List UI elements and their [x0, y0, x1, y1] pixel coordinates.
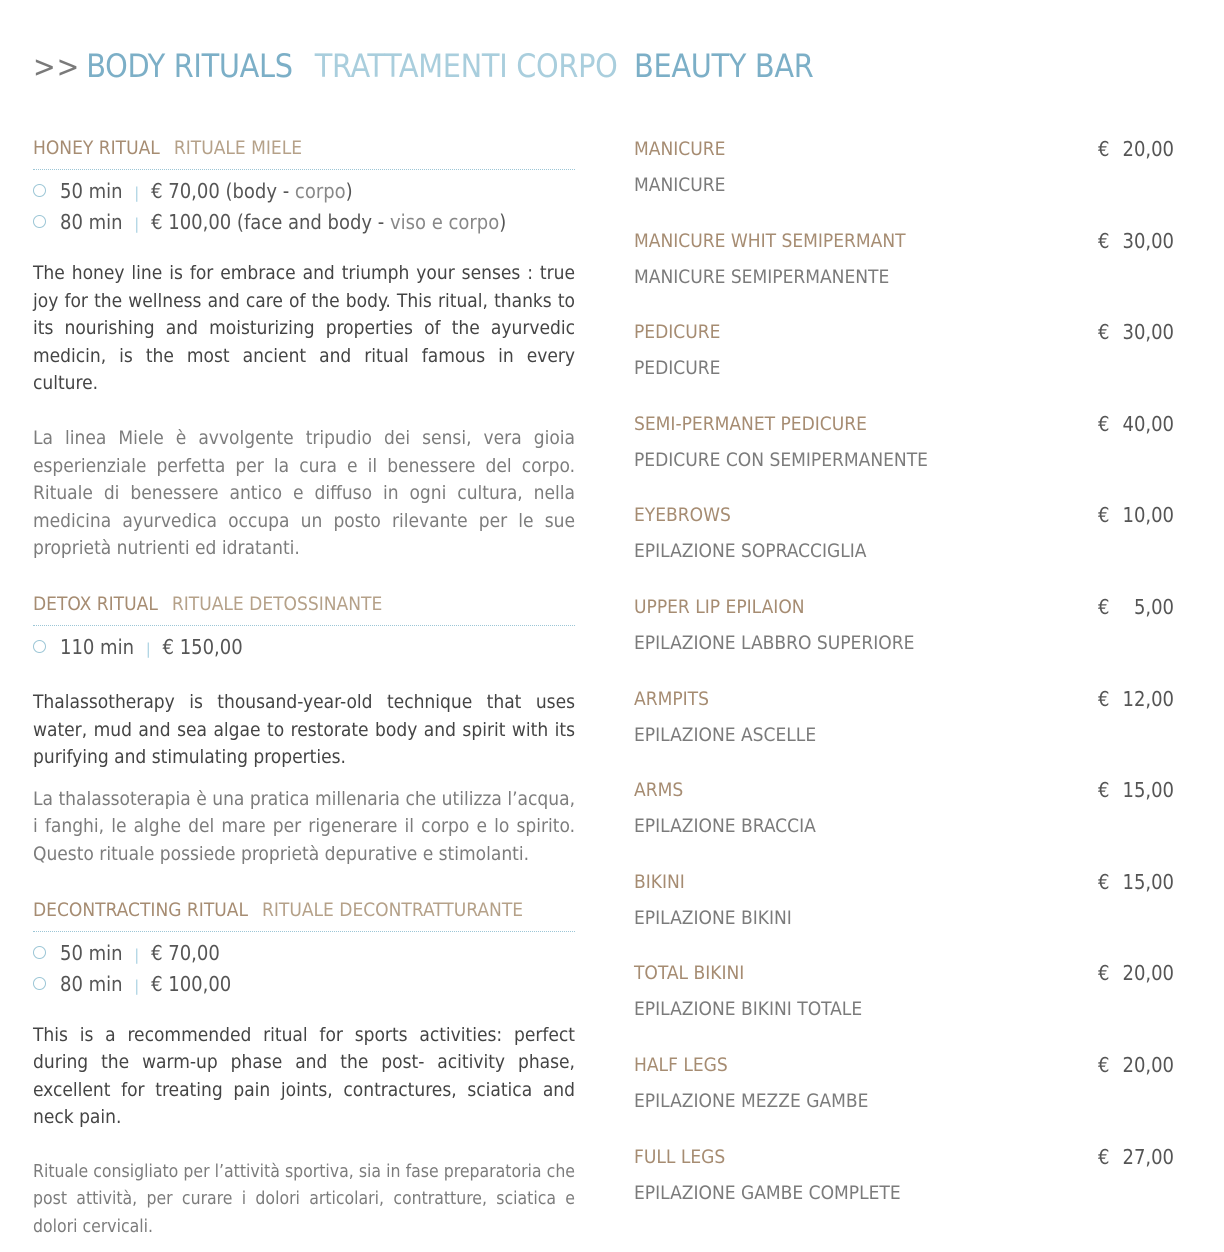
section-divider — [33, 931, 575, 932]
item-name-it: EPILAZIONE GAMBE COMPLETE — [634, 1181, 901, 1204]
separator-pipe: | — [134, 945, 140, 964]
duration-price: € 150,00 — [162, 634, 243, 659]
currency-symbol: € — [1098, 594, 1110, 619]
section-title-it: RITUALE DECONTRATTURANTE — [261, 898, 524, 921]
duration-price: € 70,00 — [151, 179, 220, 203]
currency-symbol: € — [1098, 1144, 1110, 1169]
item-name-it: MANICURE SEMIPERMANENTE — [634, 265, 890, 288]
currency-symbol: € — [1098, 320, 1110, 345]
section-title — [33, 590, 575, 618]
clock-icon — [33, 184, 46, 197]
description-it: La thalassoterapia è una pratica millenaria che utilizza l’acqua, i fanghi, le alghe del mare per rigenerare il corpo e lo spirito. Questo rituale possiede proprietà depurative e stimolanti. — [33, 787, 575, 865]
duration-row — [33, 632, 575, 663]
clock-icon — [33, 977, 46, 990]
duration-row — [33, 176, 575, 207]
separator-pipe: | — [134, 184, 140, 202]
duration-time: 50 min — [60, 179, 123, 203]
list-item — [634, 1143, 1174, 1235]
list-item — [634, 318, 1174, 410]
section-detox-ritual — [33, 590, 575, 869]
item-name-en: ARMPITS — [634, 687, 709, 710]
clock-icon — [33, 946, 46, 959]
price-amount: 15,00 — [1122, 869, 1174, 894]
section-title-en: HONEY RITUAL — [33, 137, 160, 159]
section-divider — [33, 169, 575, 170]
currency-symbol: € — [1098, 137, 1110, 161]
list-item — [634, 593, 1174, 685]
list-item — [634, 135, 1174, 227]
body-rituals-column — [33, 44, 618, 1242]
item-name-it: PEDICURE — [634, 357, 721, 380]
item-name-it: EPILAZIONE BRACCIA — [634, 815, 816, 838]
currency-symbol: € — [1098, 961, 1110, 986]
item-name-it: EPILAZIONE ASCELLE — [634, 723, 817, 746]
title-en: BEAUTY BAR — [634, 47, 814, 85]
list-item — [634, 1051, 1174, 1143]
duration-note-close: ) — [345, 179, 353, 203]
price-amount: 20,00 — [1122, 961, 1174, 986]
currency-symbol: € — [1098, 228, 1110, 253]
item-name-it: PEDICURE CON SEMIPERMANENTE — [634, 448, 928, 471]
item-name-it: EPILAZIONE BIKINI — [634, 906, 792, 929]
title-it: TRATTAMENTI CORPO — [314, 47, 618, 85]
duration-note-open: (face and body - — [231, 210, 390, 234]
duration-row — [33, 969, 575, 1000]
item-name-it: EPILAZIONE BIKINI TOTALE — [634, 998, 863, 1021]
section-title-en: DECONTRACTING RITUAL — [33, 898, 248, 921]
item-name-it: EPILAZIONE LABBRO SUPERIORE — [634, 631, 915, 654]
description-en: Thalassotherapy is thousand-year-old technique that uses water, mud and sea algae to restorate body and spirit with its purifying and stimulating properties. — [33, 690, 575, 769]
description-it: Rituale consigliato per l’attività sportiva, sia in fase preparatoria che post attività, per curare i dolori articolari, contratture, sciatica e dolori cervicali. — [33, 1161, 575, 1238]
description-en: This is a recommended ritual for sports activities: perfect during the warm-up phase and the post- acitivity phase, excellent for treating pain joints, contractures, sciatica and neck pain. — [33, 1023, 575, 1129]
currency-symbol: € — [1098, 686, 1110, 711]
duration-note-it: viso e corpo — [389, 210, 500, 234]
duration-time: 50 min — [60, 940, 123, 965]
item-name-en: EYEBROWS — [634, 504, 731, 527]
item-name-it: EPILAZIONE MEZZE GAMBE — [634, 1089, 869, 1112]
section-title-en: DETOX RITUAL — [33, 592, 158, 615]
price-amount: 10,00 — [1122, 503, 1174, 528]
section-title-it: RITUALE MIELE — [173, 137, 303, 159]
item-name-it: MANICURE — [634, 174, 726, 196]
list-item — [634, 776, 1174, 868]
duration-note-it: corpo — [294, 179, 346, 203]
title-en: BODY RITUALS — [86, 47, 293, 85]
duration-time: 80 min — [60, 971, 123, 996]
description-en: The honey line is for embrace and triumph your senses : true joy for the wellness and care of the body. This ritual, thanks to its nourishing and moisturizing properties of the ayurvedic medicin, is the most ancient and ritual famous in every culture. — [33, 262, 575, 395]
price-amount: 30,00 — [1122, 228, 1174, 253]
duration-time: 110 min — [60, 634, 134, 659]
currency-symbol: € — [1098, 411, 1110, 436]
item-name-en: FULL LEGS — [634, 1145, 726, 1168]
item-name-en: UPPER LIP EPILAION — [634, 595, 805, 618]
price-amount: 12,00 — [1122, 686, 1174, 711]
item-name-en: PEDICURE — [634, 321, 721, 344]
price-amount: 20,00 — [1122, 1052, 1174, 1077]
item-name-en: ARMS — [634, 779, 684, 802]
list-item — [634, 959, 1174, 1051]
item-name-en: BIKINI — [634, 870, 685, 893]
beauty-bar-column — [634, 44, 1174, 1234]
price-amount: 15,00 — [1122, 778, 1174, 803]
title-prefix: >> — [33, 50, 81, 85]
duration-row — [33, 207, 575, 238]
beauty-bar-title — [634, 44, 1174, 88]
separator-pipe: | — [145, 639, 151, 658]
item-name-en: MANICURE WHIT SEMIPERMANT — [634, 229, 906, 252]
price-amount: 20,00 — [1122, 137, 1174, 161]
price-amount: 27,00 — [1122, 1144, 1174, 1169]
list-item — [634, 227, 1174, 319]
item-name-en: SEMI-PERMANET PEDICURE — [634, 412, 867, 435]
duration-price: € 70,00 — [151, 940, 220, 965]
separator-pipe: | — [134, 976, 140, 995]
duration-row — [33, 938, 575, 969]
currency-symbol: € — [1098, 778, 1110, 803]
item-name-en: HALF LEGS — [634, 1053, 728, 1076]
item-name-it: EPILAZIONE SOPRACCIGLIA — [634, 540, 867, 563]
description-it: La linea Miele è avvolgente tripudio dei sensi, vera gioia esperienziale perfetta per la cura e il benessere del corpo. Rituale di benessere antico e diffuso in ogni cultura, nella medicina ayurvedica occupa un posto rilevante per le sue proprietà nutrienti ed idratanti. — [33, 426, 575, 560]
duration-time: 80 min — [60, 210, 123, 234]
currency-symbol: € — [1098, 503, 1110, 528]
price-amount: 5,00 — [1133, 594, 1174, 619]
clock-icon — [33, 215, 46, 228]
body-rituals-title — [33, 44, 618, 88]
duration-price: € 100,00 — [151, 971, 232, 996]
item-name-en: MANICURE — [634, 138, 726, 160]
price-amount: 30,00 — [1122, 320, 1174, 345]
currency-symbol: € — [1098, 869, 1110, 894]
duration-note-close: ) — [499, 210, 507, 234]
section-title — [33, 896, 575, 924]
section-decontracting-ritual — [33, 896, 575, 1242]
duration-price: € 100,00 — [151, 210, 232, 234]
clock-icon — [33, 640, 46, 653]
list-item — [634, 685, 1174, 777]
section-title-it: RITUALE DETOSSINANTE — [171, 592, 383, 615]
section-title — [33, 134, 575, 162]
separator-pipe: | — [134, 215, 140, 233]
currency-symbol: € — [1098, 1052, 1110, 1077]
section-divider — [33, 625, 575, 626]
section-honey-ritual — [33, 134, 575, 563]
duration-note-open: (body - — [219, 179, 295, 203]
list-item — [634, 501, 1174, 593]
beauty-bar-list — [634, 135, 1174, 1234]
list-item — [634, 410, 1174, 502]
price-amount: 40,00 — [1122, 411, 1174, 436]
item-name-en: TOTAL BIKINI — [634, 962, 745, 985]
list-item — [634, 868, 1174, 960]
